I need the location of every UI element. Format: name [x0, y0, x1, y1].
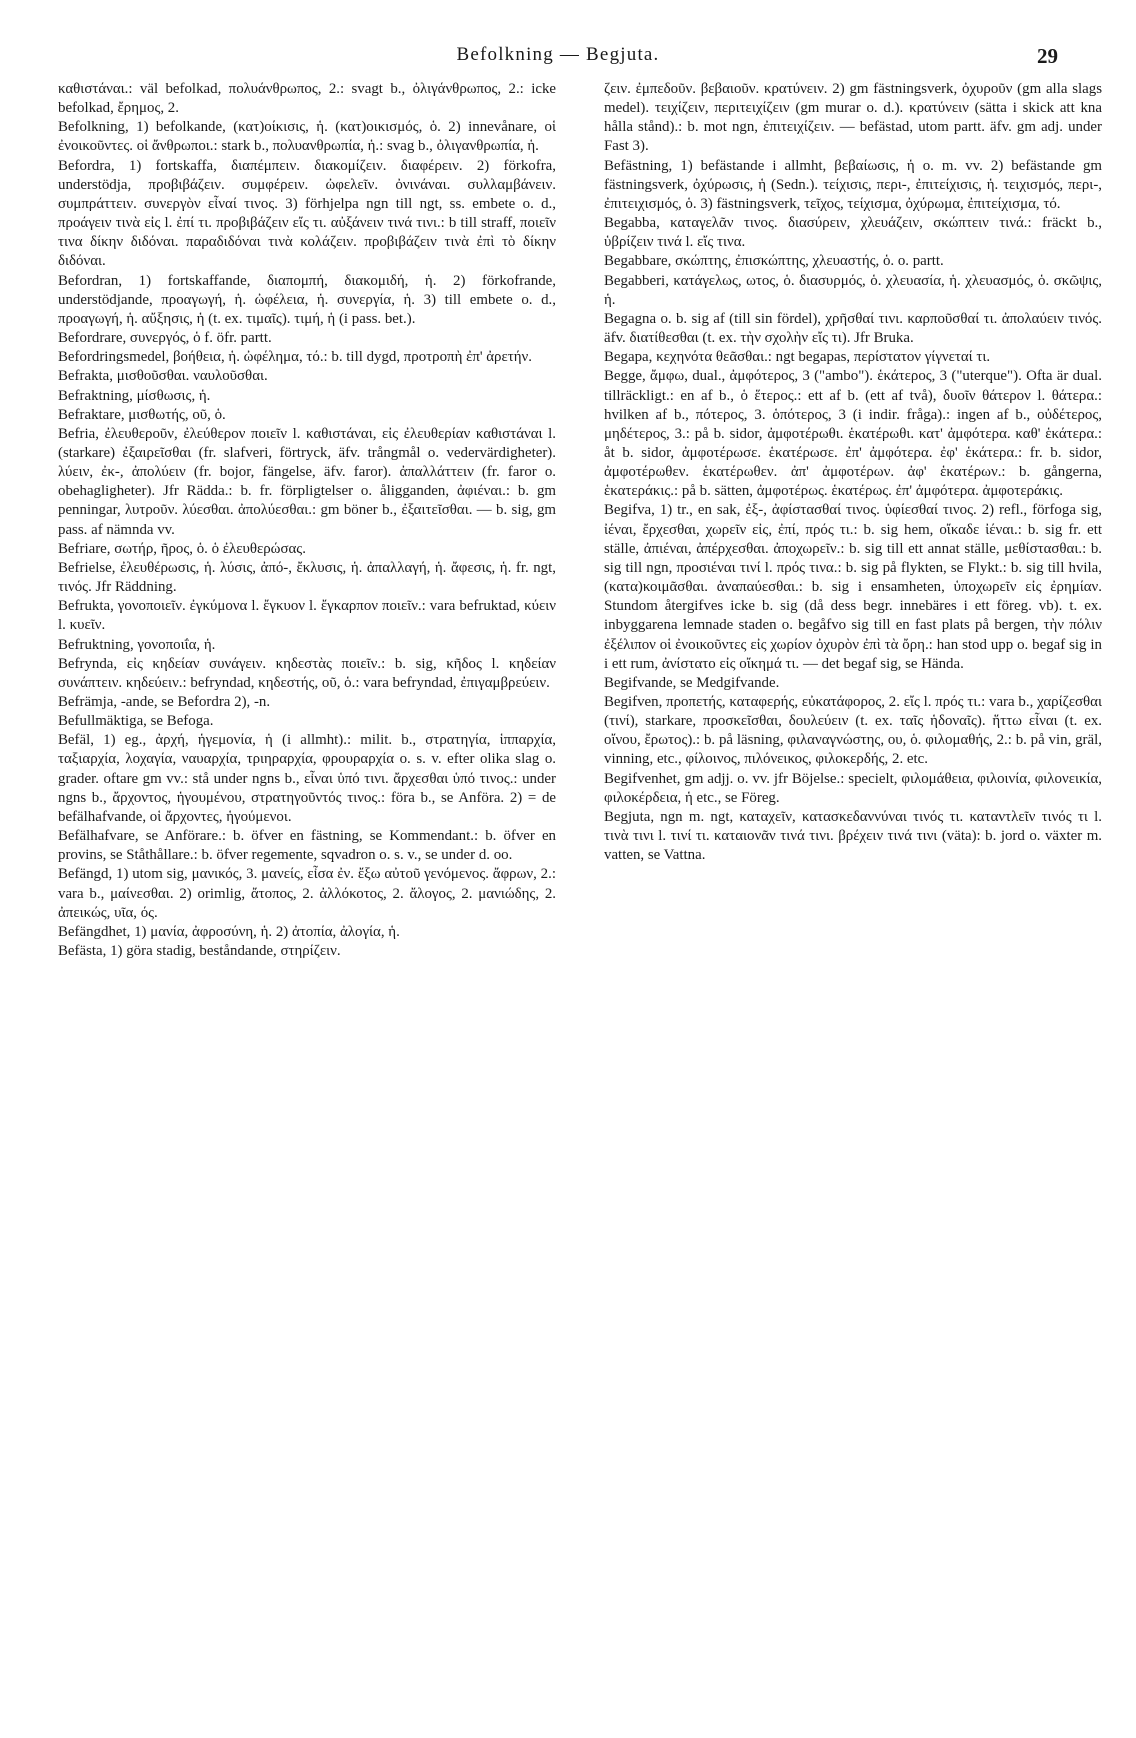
- dictionary-entry: Befrämja, -ande, se Befordra 2), -n.: [58, 694, 271, 710]
- dictionary-entry: Begagna o. b. sig af (till sin fördel), χρῆσθαί τινι. καρποῦσθαί τι. ἀπολαύειν τινός. äfv. διατίθεσθαι (t. ex. τὴν σχολὴν εἴς τι). Jfr Bruka.: [604, 310, 1102, 347]
- running-head: Befolkning — Begjuta.: [456, 44, 660, 65]
- dictionary-entry: Befängdhet, 1) μανία, ἀφροσύνη, ἡ. 2) ἀτοπία, ἀλογία, ἡ.: [58, 923, 400, 940]
- dictionary-entry: Befordran, 1) fortskaffande, διαπομπή, διακομιδή, ἡ. 2) förkofrande, understödjande, προαγωγή, ἡ. ὠφέλεια, ἡ. συνεργία, ἡ. 3) till embete o. d., προαγωγή, ἡ. αὔξησις, ἡ (t. ex. τιμαῖς). τιμή, ἡ (i pass. bet.).: [58, 272, 556, 327]
- dictionary-entry: Begifvenhet, gm adjj. o. vv. jfr Böjelse.: specielt, φιλομάθεια, φιλοινία, φιλονεικία, φιλοκέρδεια, ἡ etc., se Föreg.: [604, 770, 1102, 806]
- dictionary-entry: Befordrare, συνεργός, ὁ f. öfr. partt.: [58, 330, 272, 347]
- dictionary-entry: Befriare, σωτήρ, ῆρος, ὁ. ὁ ἐλευθερώσας.: [58, 540, 306, 557]
- dictionary-entry: Befruktning, γονοποιΐα, ἡ.: [58, 636, 216, 653]
- left-column: [58, 80, 556, 961]
- dictionary-entry: Befrukta, γονοποιεῖν. ἐγκύμονα l. ἔγκυον l. ἔγκαρπον ποιεῖν.: vara befruktad, κύειν l. κυεῖν.: [58, 598, 556, 634]
- dictionary-entry: Befraktare, μισθωτής, οῦ, ὁ.: [58, 406, 226, 423]
- dictionary-entry: Begifvande, se Medgifvande.: [604, 674, 780, 691]
- dictionary-entry: Befängd, 1) utom sig, μανικός, 3. μανείς, εἶσα ἐν. ἔξω αὐτοῦ γενόμενος. ἄφρων, 2.: vara b., μαίνεσθαι. 2) orimlig, ἄτοπος, 2. ἀλλόκοτος, 2. ἄλογος, 2. μανιώδης, 2. ἀπεικώς, υῖα, ός.: [58, 866, 556, 921]
- dictionary-entry: Begjuta, ngn m. ngt, καταχεῖν, κατασκεδαννύναι τινός τι. καταντλεῖν τινός τι l. τινὰ τινι l. τινί τι. καταιονᾶν τινά τινι. βρέχειν τινά τινι (väta): b. jord o. växter m. vatten, se Vattna.: [604, 808, 1102, 864]
- dictionary-entry: Begifva, 1) tr., en sak, ἐξ-, ἀφίστασθαί τινος. ὑφίεσθαί τινος. 2) refl., förfoga sig, ἰέναι, ἔρχεσθαι, χωρεῖν εἰς, ἐπί, πρός τι.: b. sig hem, οἴκαδε ἰέναι.: b. sig fr. ett ställe, ἀπιέναι, ἀπέρχεσθαι. ἀποχωρεῖν.: b. sig till ett annat ställe, μεθίστασθαι.: b. sig till ngn, προσιέναι τινί l. πρός τινα.: b. sig på flykten, se Flykt.: b. sig till hvila, (κατα)κοιμᾶσθαι. ἀναπαύεσθαι.: b. sig i ensamheten, ὑποχωρεῖν εἰς ἐρημίαν. Stundom återgifves icke b. sig (då dess begr. innebäres i ett föreg. vb). t. ex. inbyggarena lemnade staden o. begåfvo sig till en fast plats på bergen, τὴν πόλιν ἐξέλιπον οἱ ἐνοικοῦντες εἰς χωρίον ὀχυρὸν ἐπὶ τὰ ὄρη.: han stod upp o. begaf sig in i ett rum, ἀνίστατο εἰς οἴκημά τι. — det begaf sig, se Hända.: [604, 502, 1102, 672]
- dictionary-entry: Begabba, καταγελᾶν τινος. διασύρειν, χλευάζειν, σκώπτειν τινά.: fräckt b., ὑβρίζειν τινά l. εἴς τινα.: [604, 215, 1102, 251]
- dictionary-entry: Befälhafvare, se Anförare.: b. öfver en fästning, se Kommendant.: b. öfver en provins, se Ståthållare.: b. öfver regemente, sqvadron o. s. v., se under d. oo.: [58, 828, 556, 864]
- dictionary-entry: Befrakta, μισθοῦσθαι. ναυλοῦσθαι.: [58, 368, 268, 385]
- page-number: 29: [1037, 44, 1058, 68]
- dictionary-entry: Befästning, 1) befästande i allmht, βεβαίωσις, ἡ o. m. vv. 2) befästande gm fästningsverk, ὀχύρωσις, ἡ (Sedn.). τείχισις, περι-, ἐπιτείχισις, ἡ. τειχισμός, περι-, ἐπιτειχισμός, ὁ. 3) fästningsverk, τεῖχος, τείχισμα, ὀχύρωμα, ἐπιτείχισμα, τό.: [604, 157, 1102, 212]
- dictionary-entry: Begge, ἄμφω, dual., ἀμφότερος, 3 ("ambo"). ἑκάτερος, 3 ("uterque"). Ofta är dual. tillräckligt.: en af b., ὁ ἕτερος.: ett af b. (ett af två), δυοῖν θάτερον l. θάτερα.: hvilken af b., πότερος, 3. ὁπότερος, 3 (i indir. fråga).: ingen af b., οὐδέτερος, μηδέτερος, 3.: på b. sidor, ἀμφοτέρωθι. ἑκατέρωθι. κατ' ἀμφότερα. καθ' ἑκάτερα.: åt b. sidor, ἀμφοτέρωσε. ἑκατέρωσε. ἐπ' ἀμφότερα. ἐφ' ἑκάτερα.: fr. b. sidor, ἀμφοτέρωθεν. ἑκατέρωθεν. ἀπ' ἀμφοτέρων. ἀφ' ἑκατέρων.: b. gångerna, ἑκατεράκις.: på b. sätten, ἀμφοτέρως. ἑκατέρως. ἐπ' ἀμφότερα. ἀμφοτεράκις.: [604, 368, 1102, 500]
- right-column: [604, 80, 1102, 865]
- dictionary-entry: Befäl, 1) eg., ἀρχή, ἡγεμονία, ἡ (i allmht).: milit. b., στρατηγία, ἱππαρχία, ταξιαρχία, λοχαγία, ναυαρχία, τριηραρχία, φρουραρχία o. s. v. efter olika slag o. grader. oftare gm vv.: stå under ngns b., εἶναι ὑπό τινι. ἄρχεσθαι ὑπό τινος.: under ngns b., ἄρχοντος, ἡγουμένου, στρατηγοῦντός τινος.: föra b., se Anföra. 2) = de befälhafvande, οἱ ἄρχοντες, ἡγούμενοι.: [58, 732, 556, 825]
- dictionary-entry: Begifven, προπετής, καταφερής, εὐκατάφορος, 2. εἴς l. πρός τι.: vara b., χαρίζεσθαι (τινί), starkare, προσκεῖσθαι, δουλεύειν (t. ex. ταῖς ἡδοναῖς). ἥττω εἶναι (t. ex. οἴνου, ἔρωτος).: b. på läsning, φιλαναγνώστης, ου, ὁ. φιλομαθής, 2.: b. på vin, gräl, vinning, etc., φίλοινος, πιλόνεικος, φιλοκερδής, 2. etc.: [604, 694, 1102, 768]
- dictionary-entry: Befraktning, μίσθωσις, ἡ.: [58, 387, 211, 404]
- dictionary-entry: καθιστάναι.: väl befolkad, πολυάνθρωπος, 2.: svagt b., ὀλιγάνθρωπος, 2.: icke befolkad, ἔρημος, 2.: [58, 81, 556, 117]
- dictionary-entry: Befrynda, εἰς κηδείαν συνάγειν. κηδεστὰς ποιεῖν.: b. sig, κῆδος l. κηδείαν συνάπτειν. κηδεύειν.: befryndad, κηδεστής, οῦ, ὁ.: vara befryndad, ἐπιγαμβρεύειν.: [58, 655, 556, 691]
- dictionary-entry: Befrielse, ἐλευθέρωσις, ἡ. λύσις, ἀπό-, ἔκλυσις, ἡ. ἀπαλλαγή, ἡ. ἄφεσις, ἡ. fr. ngt, τινός. Jfr Räddning.: [58, 559, 556, 596]
- dictionary-entry: Befordra, 1) fortskaffa, διαπέμπειν. διακομίζειν. διαφέρειν. 2) förkofra, understödja, προβιβάζειν. συμφέρειν. ὠφελεῖν. ὀνινάναι. συλλαμβάνειν. συμπράττειν. συνεργὸν εἶναί τινος. 3) förhjelpa ngn till ngt, ss. embete o. d., προάγειν τινὰ εἰς l. ἐπί τι. προβιβάζειν εἴς τι. αὐξάνειν τινά τινι.: b till straff, ποιεῖν τινα δίκην διδόναι. παραδιδόναι τινὰ κολάζειν. προβιβάζειν τινὰ ἐπὶ τὸ δίκην διδόναι.: [58, 157, 556, 270]
- dictionary-entry: Begabberi, κατάγελως, ωτος, ὁ. διασυρμός, ὁ. χλευασία, ἡ. χλευασμός, ὁ. σκῶψις, ἡ.: [604, 272, 1102, 308]
- dictionary-entry: Begabbare, σκώπτης, ἐπισκώπτης, χλευαστής, ὁ. o. partt.: [604, 253, 944, 270]
- dictionary-entry: Befria, ἐλευθεροῦν, ἐλεύθερον ποιεῖν l. καθιστάναι, εἰς ἐλευθερίαν καθιστάναι l. (starkare) ἐξαιρεῖσθαι (fr. slafveri, förtryck, äfv. trångmål o. vedervärdigheter). λύειν, ἐκ-, ἀπολύειν (fr. bojor, fängelse, äfv. faror). ἀπαλλάττειν (fr. faror o. obehagligheter). Jfr Rädda.: b. fr. förpligtelser o. åligganden, ἀφιέναι.: b. gm penningar, λυτροῦν. λύεσθαι. ἀπολύεσθαι.: gm böner b., ἐξαιτεῖσθαι. — b. sig, gm pass. af nämnda vv.: [58, 425, 556, 538]
- page-header: [58, 44, 1058, 74]
- dictionary-entry: Begapa, κεχηνότα θεᾶσθαι.: ngt begapas, περίστατον γίγνεταί τι.: [604, 349, 991, 366]
- dictionary-entry: Befästa, 1) göra stadig, beståndande, στηρίζειν.: [58, 943, 341, 960]
- dictionary-entry: ζειν. ἐμπεδοῦν. βεβαιοῦν. κρατύνειν. 2) gm fästningsverk, ὀχυροῦν (gm alla slags medel). τειχίζειν, περιτειχίζειν (gm murar o. d.). κρατύνειν (sätta i skick att kna hålla stånd).: b. mot ngn, ἐπιτειχίζειν. — befästad, utom partt. äfv. gm adj. under Fast 3).: [604, 81, 1102, 155]
- dictionary-entry: Befolkning, 1) befolkande, (κατ)οίκισις, ἡ. (κατ)οικισμός, ὁ. 2) innevånare, οἱ ἐνοικοῦντες. οἱ ἄνθρωποι.: stark b., πολυανθρωπία, ἡ.: svag b., ὀλιγανθρωπία, ἡ.: [58, 119, 556, 155]
- dictionary-entry: Befordringsmedel, βοήθεια, ἡ. ὠφέλημα, τό.: b. till dygd, προτροπὴ ἐπ' ἀρετήν.: [58, 349, 532, 366]
- dictionary-entry: Befullmäktiga, se Befoga.: [58, 713, 214, 730]
